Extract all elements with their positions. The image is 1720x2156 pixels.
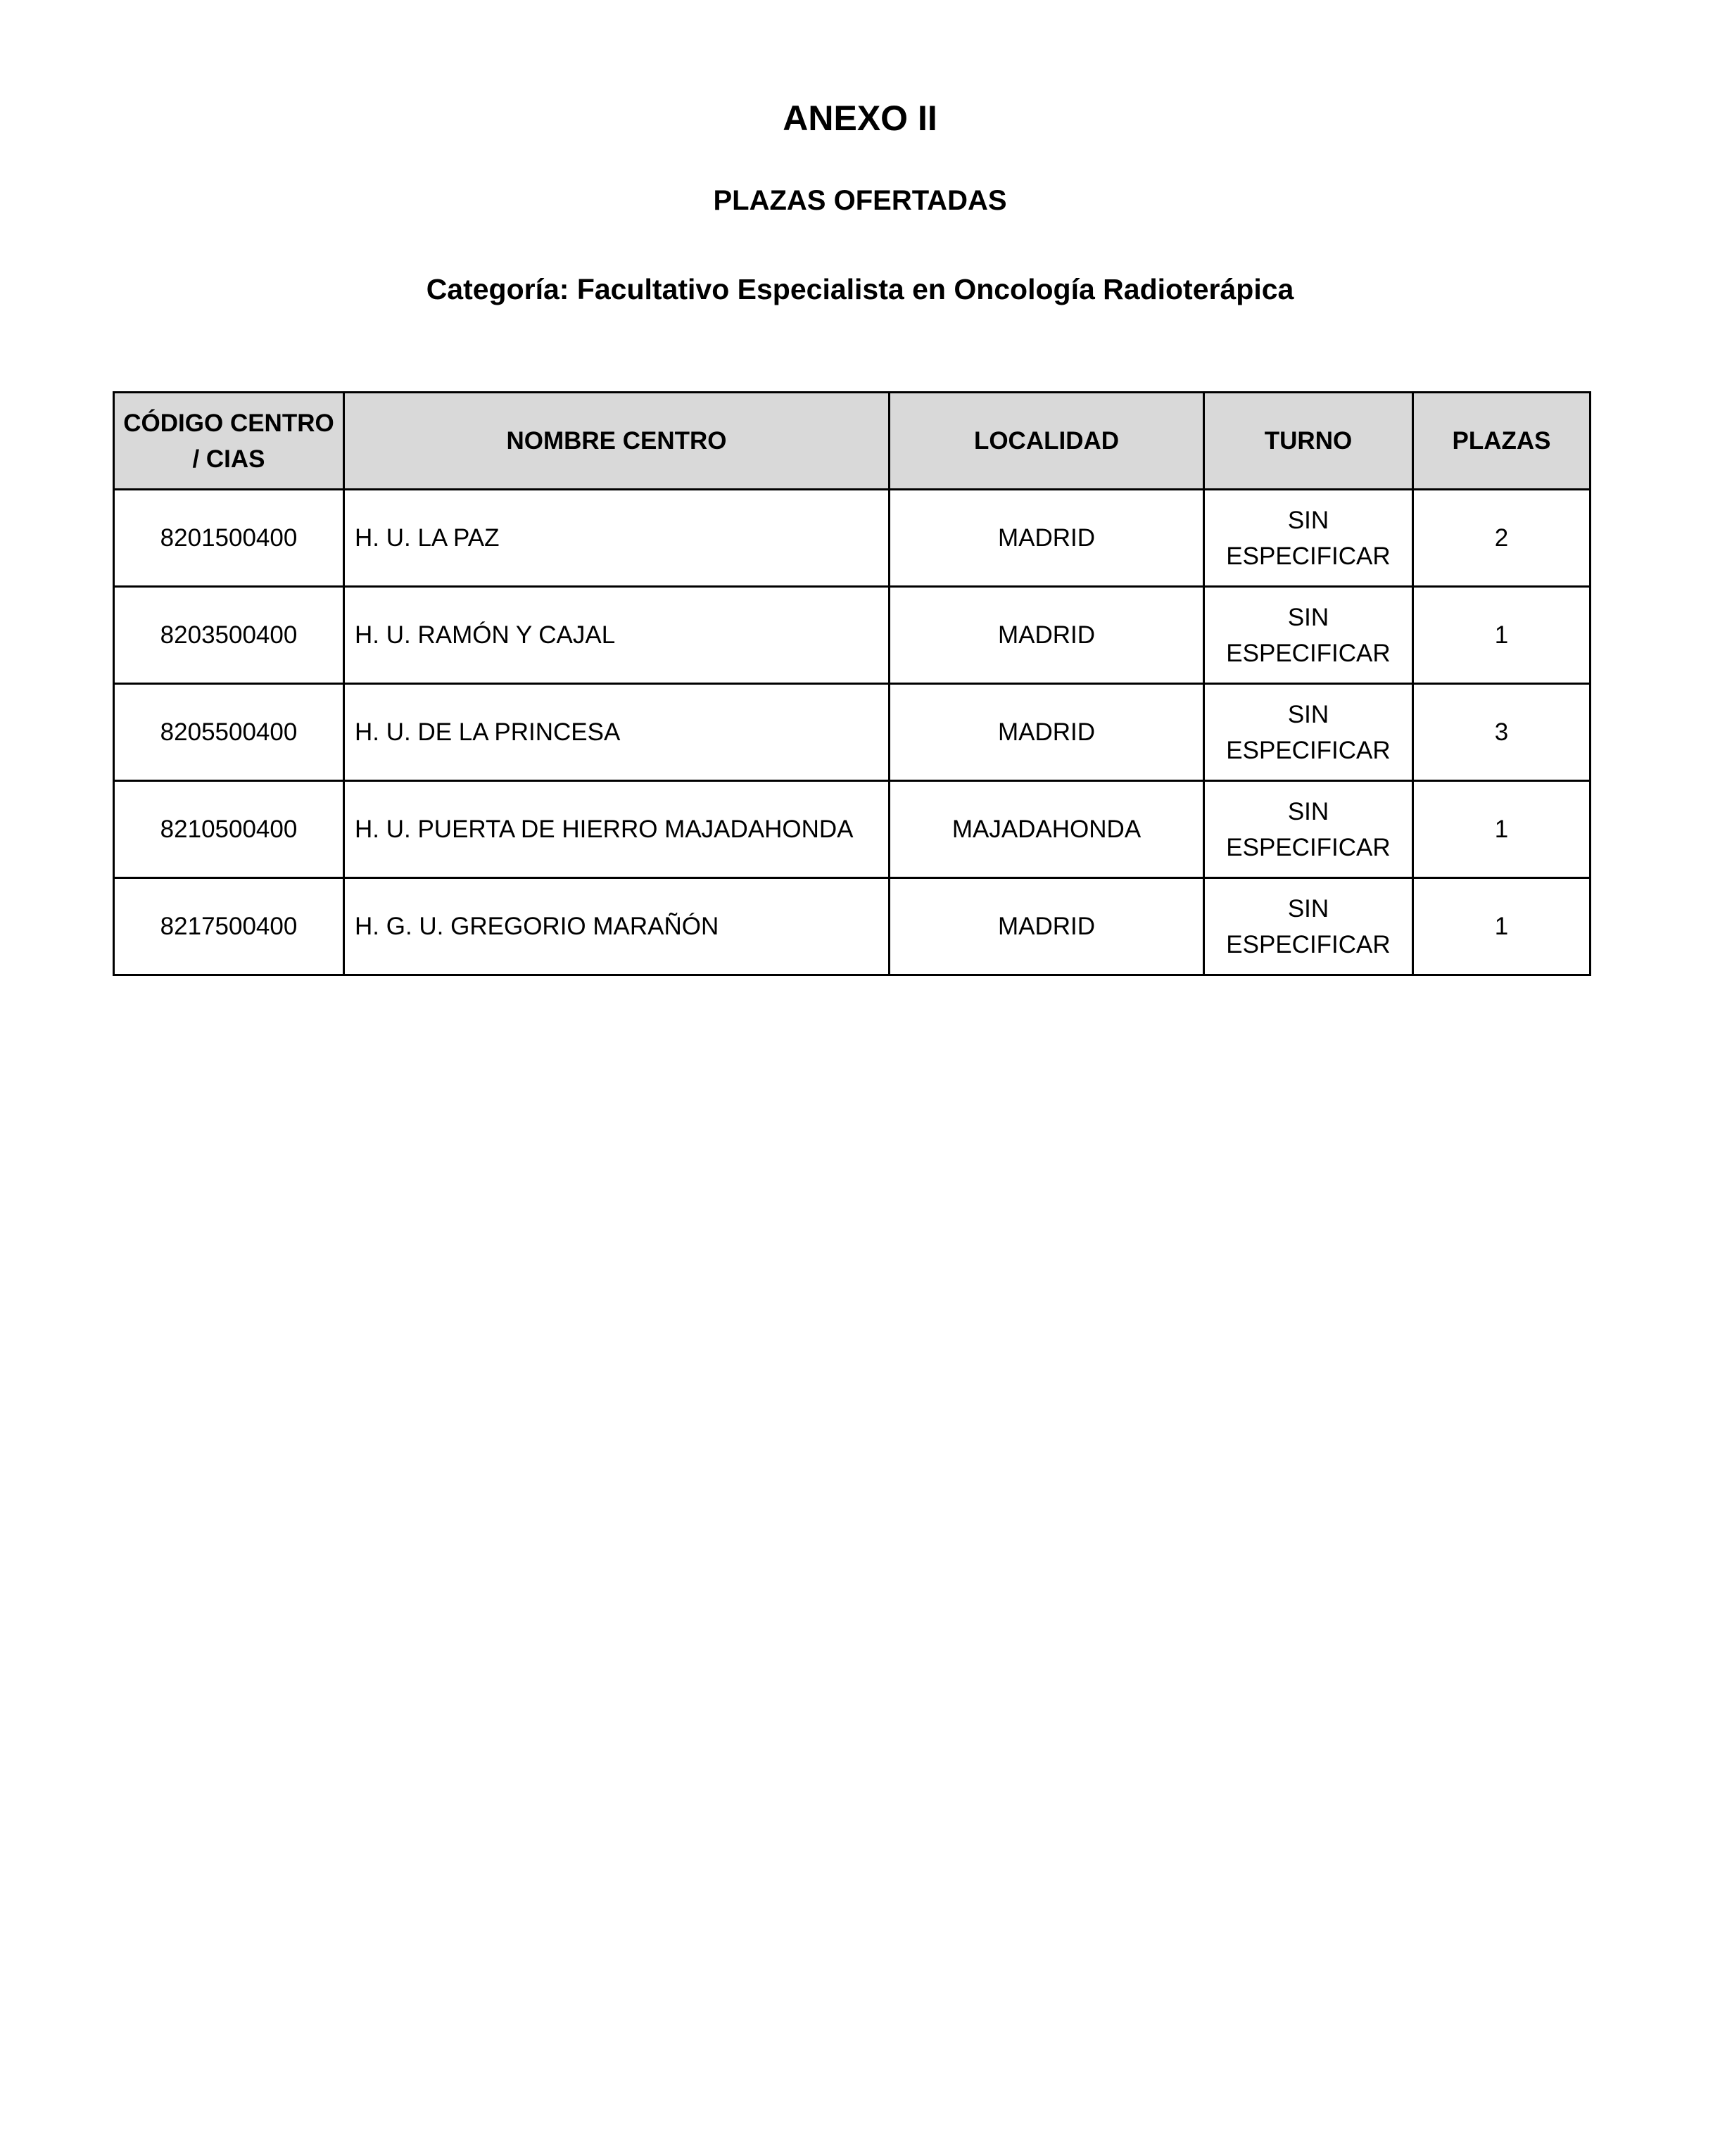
cell-shift: SIN ESPECIFICAR <box>1204 684 1413 781</box>
cell-code: 8201500400 <box>114 490 344 587</box>
cell-places: 1 <box>1413 878 1591 975</box>
table-row <box>114 878 1591 975</box>
table-row <box>114 781 1591 878</box>
cell-name: H. U. RAMÓN Y CAJAL <box>344 587 890 684</box>
header-shift: TURNO <box>1204 393 1413 490</box>
header-places: PLAZAS <box>1413 393 1591 490</box>
header-code: CÓDIGO CENTRO / CIAS <box>114 393 344 490</box>
cell-code: 8217500400 <box>114 878 344 975</box>
header-locality: LOCALIDAD <box>890 393 1204 490</box>
cell-places: 1 <box>1413 587 1591 684</box>
cell-locality: MAJADAHONDA <box>890 781 1204 878</box>
cell-locality: MADRID <box>890 490 1204 587</box>
cell-code: 8210500400 <box>114 781 344 878</box>
cell-shift: SIN ESPECIFICAR <box>1204 781 1413 878</box>
cell-locality: MADRID <box>890 684 1204 781</box>
cell-places: 2 <box>1413 490 1591 587</box>
table-row <box>114 587 1591 684</box>
table-row <box>114 490 1591 587</box>
annex-title: ANEXO II <box>783 99 937 138</box>
cell-name: H. U. DE LA PRINCESA <box>344 684 890 781</box>
cell-code: 8205500400 <box>114 684 344 781</box>
cell-places: 3 <box>1413 684 1591 781</box>
cell-locality: MADRID <box>890 878 1204 975</box>
cell-name: H. U. PUERTA DE HIERRO MAJADAHONDA <box>344 781 890 878</box>
table-header-row <box>114 393 1591 490</box>
cell-shift: SIN ESPECIFICAR <box>1204 490 1413 587</box>
table-row <box>114 684 1591 781</box>
cell-locality: MADRID <box>890 587 1204 684</box>
cell-name: H. U. LA PAZ <box>344 490 890 587</box>
cell-places: 1 <box>1413 781 1591 878</box>
plazas-table <box>113 391 1591 976</box>
cell-name: H. G. U. GREGORIO MARAÑÓN <box>344 878 890 975</box>
header-name: NOMBRE CENTRO <box>344 393 890 490</box>
category-heading: Categoría: Facultativo Especialista en Oncología Radioterápica <box>426 273 1294 305</box>
cell-shift: SIN ESPECIFICAR <box>1204 878 1413 975</box>
document-subtitle: PLAZAS OFERTADAS <box>713 185 1007 216</box>
cell-shift: SIN ESPECIFICAR <box>1204 587 1413 684</box>
cell-code: 8203500400 <box>114 587 344 684</box>
